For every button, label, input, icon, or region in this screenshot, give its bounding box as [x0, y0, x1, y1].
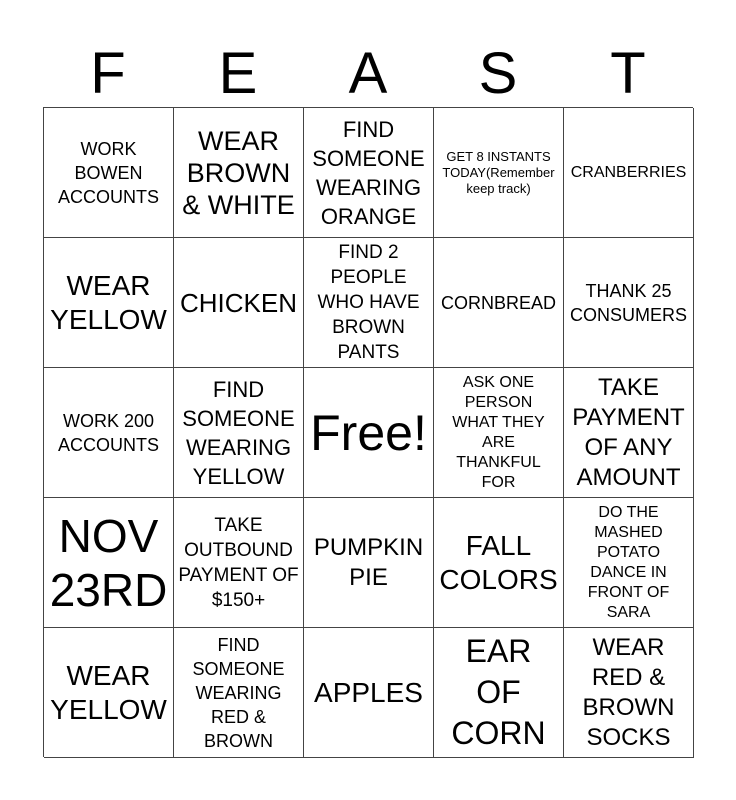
bingo-cell[interactable]: [304, 238, 434, 368]
bingo-cell[interactable]: [434, 498, 564, 628]
bingo-cell[interactable]: [434, 238, 564, 368]
cell-text: WEAR RED & BROWN SOCKS: [582, 633, 675, 751]
header-letter-a: A: [348, 41, 388, 106]
cell-text: WEAR YELLOW: [50, 269, 167, 335]
cell-text: PUMPKIN PIE: [313, 533, 424, 591]
bingo-grid: [43, 107, 693, 757]
bingo-cell[interactable]: [174, 108, 304, 238]
cell-text: ASK ONE PERSON WHAT THEY ARE THANKFUL FOR: [452, 373, 545, 491]
cell-text: GET 8 INSTANTS TODAY(Remember keep track): [442, 148, 555, 196]
cell-text: WEAR BROWN & WHITE: [182, 125, 295, 220]
bingo-cell[interactable]: [304, 628, 434, 758]
cell-text: TAKE PAYMENT OF ANY AMOUNT: [572, 373, 685, 491]
bingo-cell[interactable]: [174, 238, 304, 368]
bingo-header: [43, 40, 693, 108]
bingo-cell[interactable]: [564, 108, 694, 238]
bingo-cell[interactable]: [44, 108, 174, 238]
cell-text: NOV 23RD: [49, 509, 168, 616]
cell-text: WORK 200 ACCOUNTS: [57, 410, 159, 455]
free-text: Free!: [310, 404, 427, 461]
cell-text: DO THE MASHED POTATO DANCE IN FRONT OF SARA: [587, 503, 670, 621]
bingo-cell[interactable]: [44, 368, 174, 498]
header-letter-e: E: [218, 41, 258, 106]
bingo-cell[interactable]: [44, 628, 174, 758]
cell-text: FIND 2 PEOPLE WHO HAVE BROWN PANTS: [317, 242, 420, 363]
header-letter-t: T: [610, 41, 646, 106]
bingo-cell[interactable]: [304, 498, 434, 628]
bingo-cell[interactable]: [564, 628, 694, 758]
bingo-cell[interactable]: [564, 498, 694, 628]
cell-text: CHICKEN: [179, 287, 297, 318]
cell-text: EAR OF CORN: [451, 633, 546, 751]
header-letter-s: S: [478, 41, 518, 106]
bingo-cell[interactable]: [174, 628, 304, 758]
bingo-cell[interactable]: [434, 108, 564, 238]
bingo-cell[interactable]: [564, 238, 694, 368]
bingo-cell[interactable]: [174, 368, 304, 498]
cell-text: FIND SOMEONE WEARING ORANGE: [312, 116, 425, 229]
free-space[interactable]: [304, 368, 434, 498]
cell-text: WEAR YELLOW: [50, 659, 167, 725]
cell-text: FIND SOMEONE WEARING YELLOW: [182, 376, 295, 489]
bingo-cell[interactable]: [564, 368, 694, 498]
bingo-cell[interactable]: [44, 238, 174, 368]
bingo-cell[interactable]: [44, 498, 174, 628]
bingo-cell[interactable]: [304, 108, 434, 238]
cell-text: THANK 25 CONSUMERS: [569, 280, 687, 325]
bingo-cell[interactable]: [434, 368, 564, 498]
header-letter-f: F: [90, 41, 126, 106]
cell-text: APPLES: [314, 676, 423, 708]
cell-text: CORNBREAD: [440, 292, 556, 313]
cell-text: WORK BOWEN ACCOUNTS: [57, 138, 159, 207]
bingo-cell[interactable]: [434, 628, 564, 758]
cell-text: CRANBERRIES: [570, 163, 687, 181]
cell-text: TAKE OUTBOUND PAYMENT OF $150+: [178, 514, 299, 611]
cell-text: FIND SOMEONE WEARING RED & BROWN: [192, 634, 285, 751]
bingo-cell[interactable]: [174, 498, 304, 628]
cell-text: FALL COLORS: [439, 529, 558, 595]
